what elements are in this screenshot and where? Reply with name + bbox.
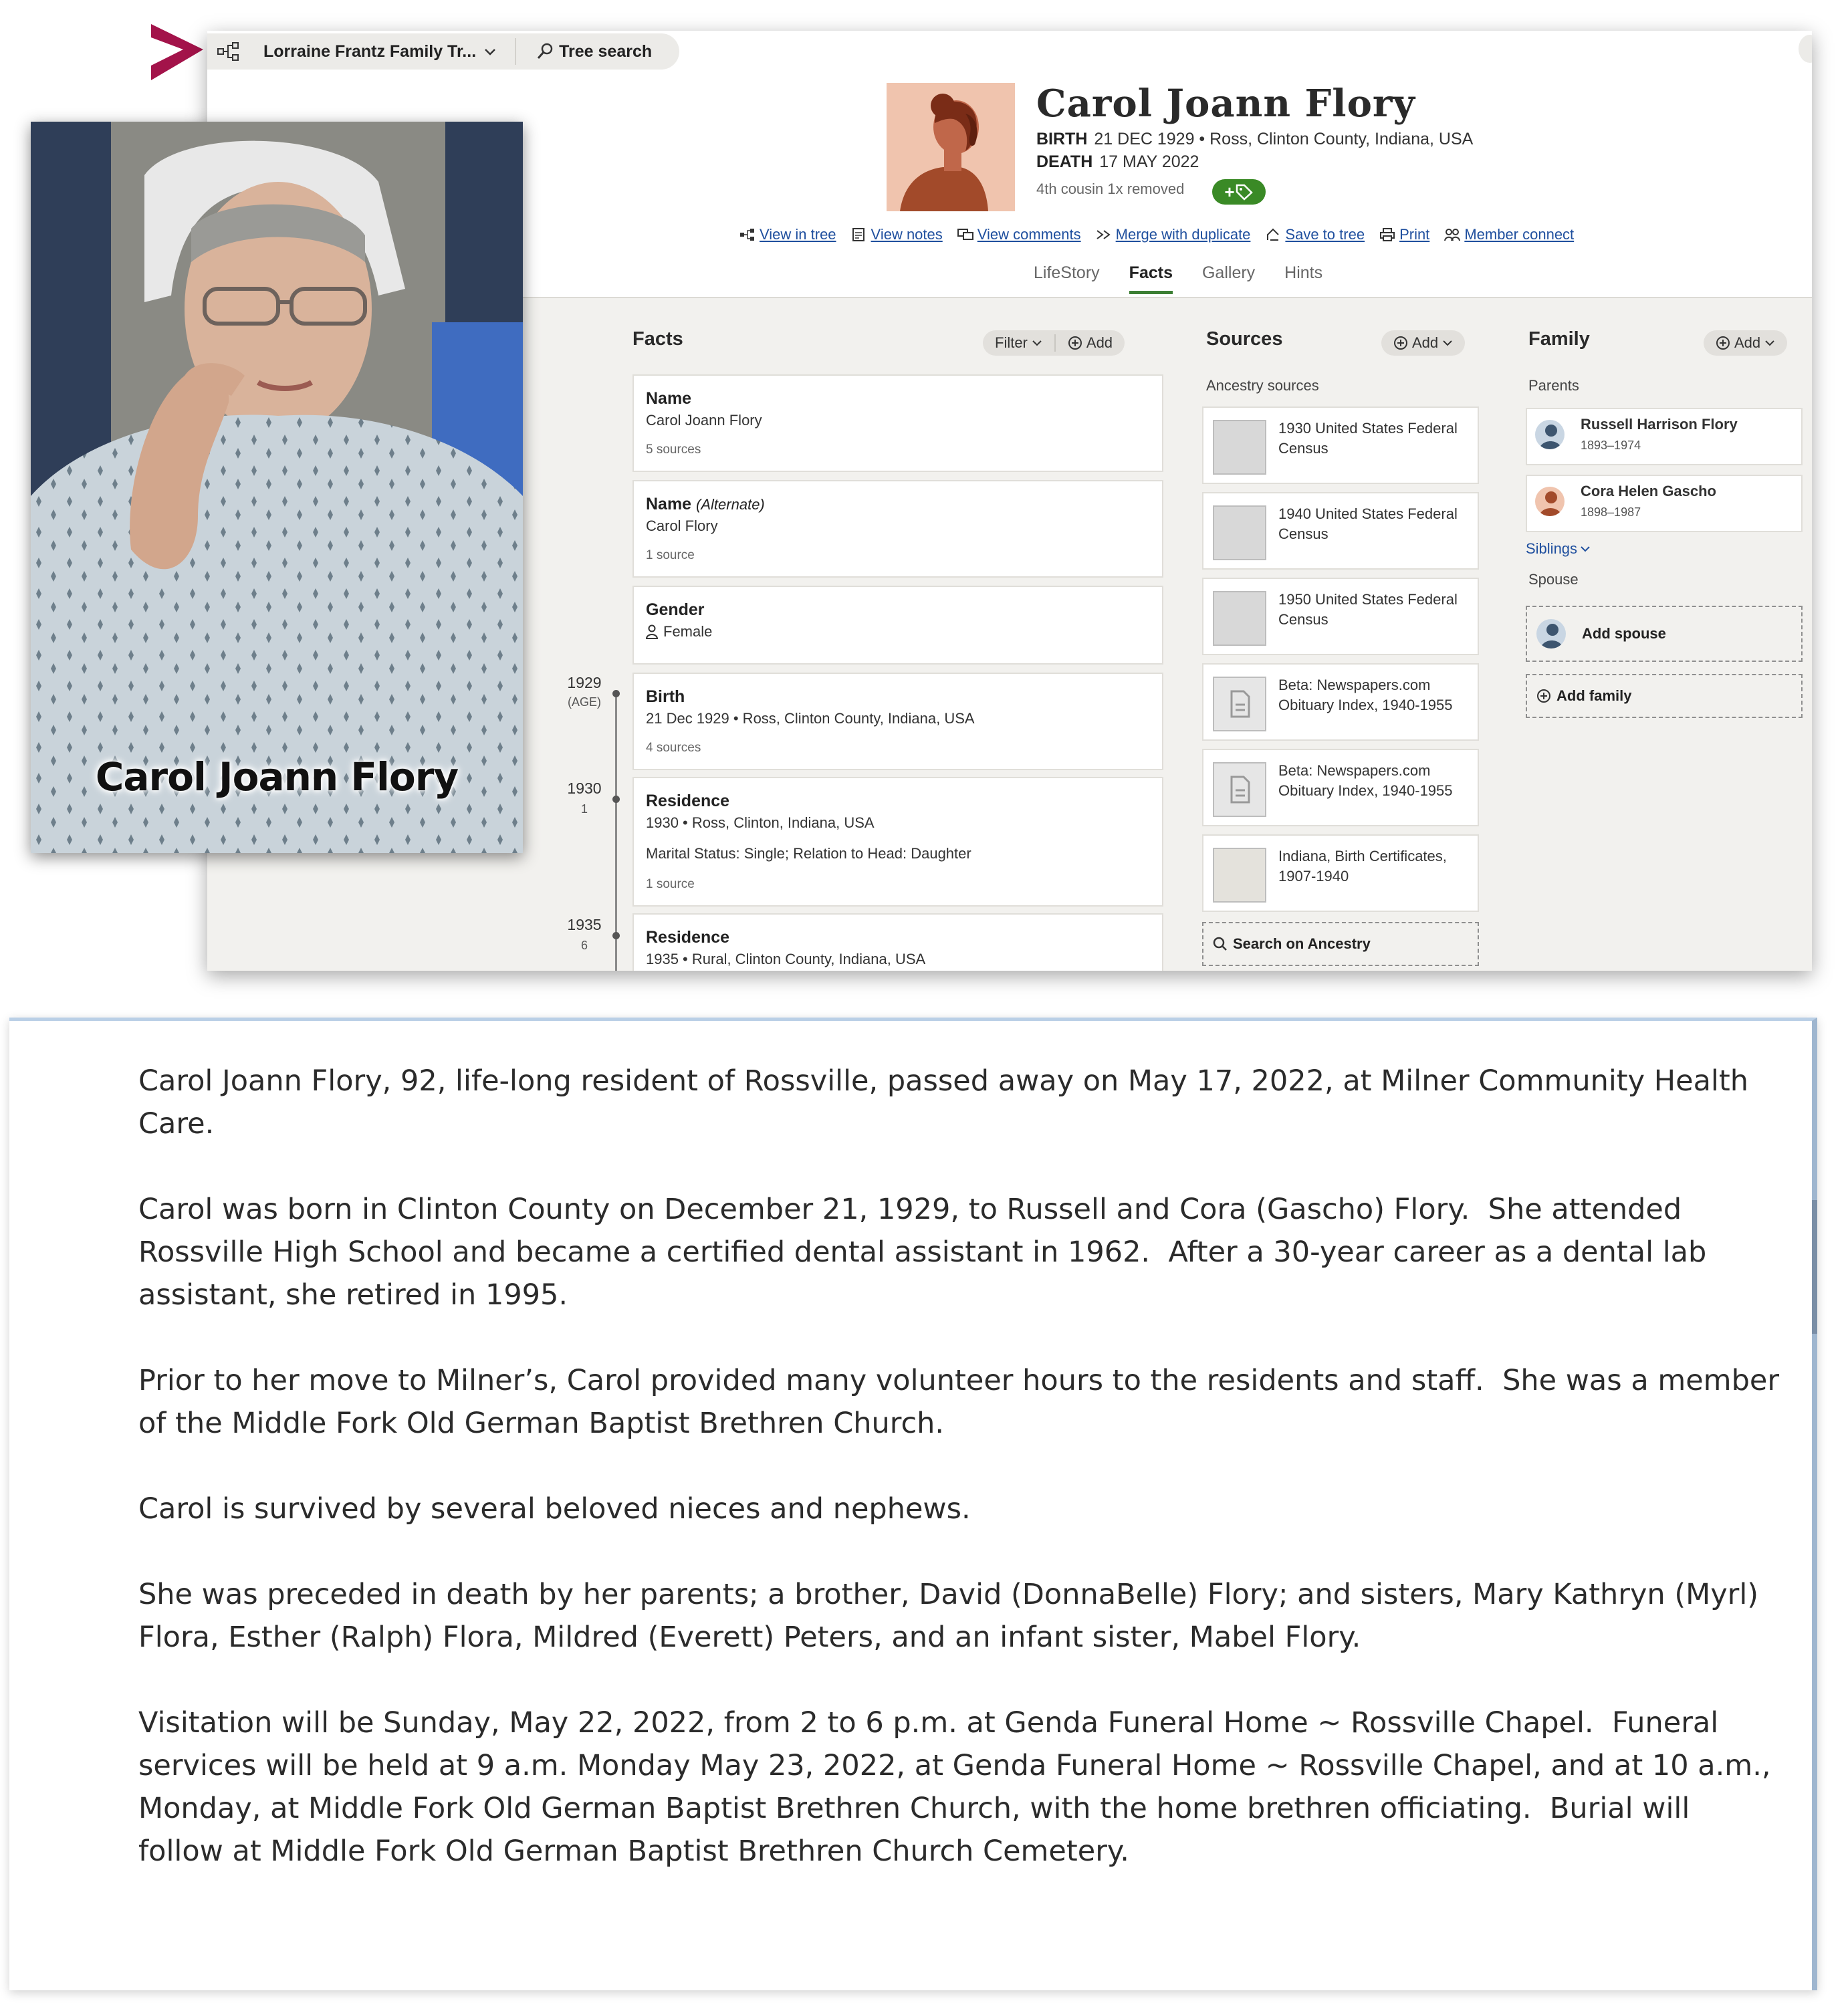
plus-circle-icon (1536, 689, 1551, 703)
tab-gallery[interactable]: Gallery (1201, 263, 1256, 282)
census-thumbnail (1213, 420, 1266, 475)
fact-title: Residence (646, 928, 730, 947)
view-comments-label: View comments (977, 226, 1081, 243)
source-title: 1940 United States Federal Census (1278, 505, 1458, 542)
person-name: Carol Joann Flory (1036, 82, 1415, 126)
chevron-down-icon (1032, 338, 1042, 348)
tab-facts[interactable]: Facts (1129, 263, 1173, 294)
birth-summary (1036, 130, 1473, 149)
add-spouse-label: Add spouse (1582, 625, 1666, 642)
siblings-label: Siblings (1526, 540, 1578, 557)
source-card[interactable] (1202, 578, 1479, 655)
chevron-down-icon (1442, 338, 1453, 348)
parent-dates: 1898–1987 (1581, 505, 1641, 519)
search-on-ancestry-label: Search on Ancestry (1233, 935, 1371, 952)
chevron-down-icon[interactable] (483, 44, 497, 59)
birth-label: BIRTH (1036, 130, 1088, 148)
fact-sources[interactable]: 1 source (646, 548, 695, 562)
profile-actions (739, 226, 1574, 243)
merge-with-duplicate-link[interactable] (1096, 226, 1251, 243)
dna-badge-plus: + (1224, 181, 1235, 202)
source-title: Beta: Newspapers.com Obituary Index, 1940-1955 (1278, 677, 1453, 713)
obituary-text (138, 1060, 1788, 1915)
save-to-tree-link[interactable] (1265, 226, 1365, 243)
add-family-part (1704, 334, 1787, 352)
female-avatar (1535, 487, 1565, 516)
fact-card-residence[interactable] (632, 777, 1163, 907)
chevron-down-icon (1580, 544, 1591, 554)
fact-card-alternate-name[interactable] (632, 480, 1163, 578)
obituary-paragraph: Prior to her move to Milner’s, Carol provided many volunteer hours to the residents and staff. She was a member of the Middle Fork Old German Baptist Brethren Church. (138, 1364, 1788, 1440)
certificate-thumbnail (1213, 848, 1266, 903)
tab-hints[interactable]: Hints (1284, 263, 1323, 282)
sources-heading: Sources (1206, 328, 1283, 350)
tag-icon (1235, 183, 1254, 201)
view-in-tree-link[interactable] (739, 226, 836, 243)
avatar[interactable] (887, 83, 1015, 211)
tree-search-button[interactable]: Tree search (559, 41, 653, 61)
search-icon (1213, 937, 1228, 951)
add-fact-label: Add (1086, 334, 1113, 351)
timeline-age: (AGE) (567, 695, 601, 709)
people-icon (1444, 228, 1460, 241)
print-link[interactable] (1379, 226, 1429, 243)
fact-title: Birth (646, 687, 685, 706)
parents-label: Parents (1528, 377, 1579, 394)
obituary-paragraph: She was preceded in death by her parents; a brother, David (DonnaBelle) Flory; and sisters, Mary Kathryn (Myrl) Flora, Esther (Ralph) Flora, Mildred (Everett) Peters, and an infant sister, Mabel Flory. (138, 1578, 1768, 1654)
parent-name: Russell Harrison Flory (1581, 416, 1738, 433)
source-title: Indiana, Birth Certificates, 1907-1940 (1278, 848, 1447, 884)
fact-sources[interactable]: 1 source (646, 877, 695, 891)
fact-title: Name (646, 389, 692, 408)
add-source-label: Add (1412, 334, 1439, 351)
add-family-dropdown[interactable] (1704, 330, 1787, 356)
fact-value: 21 Dec 1929 • Ross, Clinton County, Indiana, USA (646, 710, 975, 727)
tree-breadcrumb (207, 33, 679, 70)
plus-circle-icon (1068, 336, 1082, 350)
fact-value (646, 623, 712, 640)
fact-sources[interactable]: 5 sources (646, 443, 701, 457)
print-label: Print (1399, 226, 1430, 243)
photo-caption: Carol Joann Flory (95, 754, 459, 800)
fact-value: Carol Flory (646, 517, 718, 534)
photo-illustration (31, 122, 523, 853)
add-family-label: Add family (1556, 687, 1632, 704)
add-source-button[interactable] (1381, 330, 1465, 356)
census-thumbnail (1213, 505, 1266, 560)
fact-card-residence[interactable] (632, 913, 1163, 971)
source-card[interactable] (1202, 749, 1479, 826)
source-card[interactable] (1202, 492, 1479, 570)
tree-name-dropdown[interactable]: Lorraine Frantz Family Tr... (263, 41, 477, 61)
fact-detail: Marital Status: Single; Relation to Head: Daughter (646, 845, 971, 862)
member-connect-link[interactable] (1444, 226, 1574, 243)
siblings-toggle[interactable] (1526, 540, 1591, 558)
death-value: 17 MAY 2022 (1099, 152, 1199, 171)
fact-card-name[interactable] (632, 374, 1163, 472)
facts-toolbar (983, 330, 1125, 356)
fact-value: 1935 • Rural, Clinton County, Indiana, USA (646, 951, 926, 967)
census-thumbnail (1213, 591, 1266, 646)
plus-circle-icon (1393, 336, 1408, 350)
filter-button[interactable] (983, 334, 1054, 352)
timeline-dot (612, 796, 620, 803)
notes-icon (851, 228, 867, 241)
parent-dates: 1893–1974 (1581, 439, 1641, 452)
timeline-age: 6 (580, 939, 588, 952)
source-card[interactable] (1202, 406, 1479, 484)
timeline-dot (612, 690, 620, 697)
family-heading: Family (1528, 328, 1590, 350)
add-fact-button[interactable] (1056, 334, 1125, 352)
source-title: 1950 United States Federal Census (1278, 591, 1458, 628)
person-search-icon[interactable] (536, 42, 555, 61)
death-summary (1036, 152, 1199, 172)
timeline-dot (612, 932, 620, 939)
timeline-year: 1935 (567, 916, 602, 933)
obituary-paragraph: Carol was born in Clinton County on December 21, 1929, to Russell and Cora (Gascho) Flory. She attended Rossville High School and became a certified dental assistant in 1962. After a 30-year career as a dental lab assistant, she retired in 1995. (138, 1193, 1716, 1312)
timeline-year: 1930 (567, 780, 602, 797)
spouse-label: Spouse (1528, 571, 1579, 588)
person-icon (646, 624, 658, 639)
document-icon (1213, 762, 1266, 817)
filter-label: Filter (995, 334, 1028, 351)
add-family-member-label: Add (1734, 334, 1761, 351)
fact-sources[interactable]: 4 sources (646, 741, 701, 755)
plus-circle-icon (1716, 336, 1730, 350)
parent-name: Cora Helen Gascho (1581, 483, 1716, 499)
fact-card-gender[interactable] (632, 586, 1163, 665)
merge-with-duplicate-label: Merge with duplicate (1115, 226, 1251, 243)
save-to-tree-label: Save to tree (1285, 226, 1365, 243)
chevron-arrow-icon (148, 19, 209, 86)
add-spouse-button[interactable] (1526, 606, 1803, 662)
birth-value: 21 DEC 1929 • Ross, Clinton County, Indiana, USA (1094, 130, 1474, 148)
profile-photo[interactable] (31, 122, 523, 853)
view-comments-link[interactable] (957, 226, 1081, 243)
obituary-paragraph: Carol Joann Flory, 92, life-long resident of Rossville, passed away on May 17, 2022, at Milner Community Health Care. (138, 1064, 1758, 1141)
scrollbar-thumb[interactable] (1812, 1200, 1817, 1334)
comments-icon (957, 228, 973, 241)
view-notes-label: View notes (871, 226, 943, 243)
ancestry-sources-label: Ancestry sources (1206, 377, 1319, 394)
timeline-age: 1 (580, 802, 588, 816)
relationship-text[interactable]: 4th cousin 1x removed (1036, 181, 1185, 197)
timeline-line (615, 693, 617, 971)
view-notes-link[interactable] (851, 226, 943, 243)
divider (515, 38, 516, 65)
fact-title-text: Name (646, 495, 692, 513)
parent-card[interactable] (1526, 408, 1803, 465)
gender-value: Female (663, 623, 713, 640)
search-on-ancestry-button[interactable] (1202, 922, 1479, 966)
tree-icon[interactable] (217, 41, 241, 62)
source-card[interactable] (1202, 663, 1479, 741)
merge-icon (1096, 228, 1112, 241)
print-icon (1379, 228, 1395, 241)
add-family-button[interactable] (1526, 674, 1803, 718)
fact-qualifier: (Alternate) (696, 496, 765, 513)
timeline-year: 1929 (567, 674, 602, 691)
obituary-panel (9, 1018, 1817, 1990)
tab-lifestory[interactable]: LifeStory (1034, 263, 1100, 282)
source-title: 1930 United States Federal Census (1278, 420, 1458, 457)
parent-card[interactable] (1526, 475, 1803, 532)
source-title: Beta: Newspapers.com Obituary Index, 1940-1955 (1278, 762, 1453, 799)
add-source-part (1381, 334, 1465, 352)
dna-match-badge[interactable] (1212, 179, 1266, 205)
source-card[interactable] (1202, 834, 1479, 912)
fact-value: Carol Joann Flory (646, 412, 762, 429)
fact-card-birth[interactable] (632, 673, 1163, 770)
obituary-paragraph: Visitation will be Sunday, May 22, 2022, from 2 to 6 p.m. at Genda Funeral Home ~ Rossville Chapel. Funeral services will be held at 9 a.m. Monday May 23, 2022, at Genda Funeral Home ~ Rossville Chapel, and at 10 a.m., Monday, at Middle Fork Old German Baptist Brethren Church, with the home brethren officiating. Burial will follow at Middle Fork Old German Baptist Brethren Church Cemetery. (138, 1706, 1780, 1868)
member-connect-label: Member connect (1464, 226, 1575, 243)
tree-icon (739, 228, 756, 241)
fact-value: 1930 • Ross, Clinton, Indiana, USA (646, 814, 875, 831)
facts-heading: Facts (632, 328, 683, 350)
obituary-paragraph: Carol is survived by several beloved nieces and nephews. (138, 1492, 971, 1526)
fact-title (646, 495, 765, 514)
death-label: DEATH (1036, 152, 1093, 171)
fact-title: Gender (646, 600, 705, 619)
male-avatar (1536, 619, 1566, 648)
chevron-down-icon (1764, 338, 1775, 348)
profile-tabs (1034, 263, 1322, 294)
fact-title: Residence (646, 792, 730, 810)
save-icon (1265, 228, 1281, 241)
male-avatar (1535, 420, 1565, 449)
view-in-tree-label: View in tree (760, 226, 836, 243)
document-icon (1213, 677, 1266, 731)
